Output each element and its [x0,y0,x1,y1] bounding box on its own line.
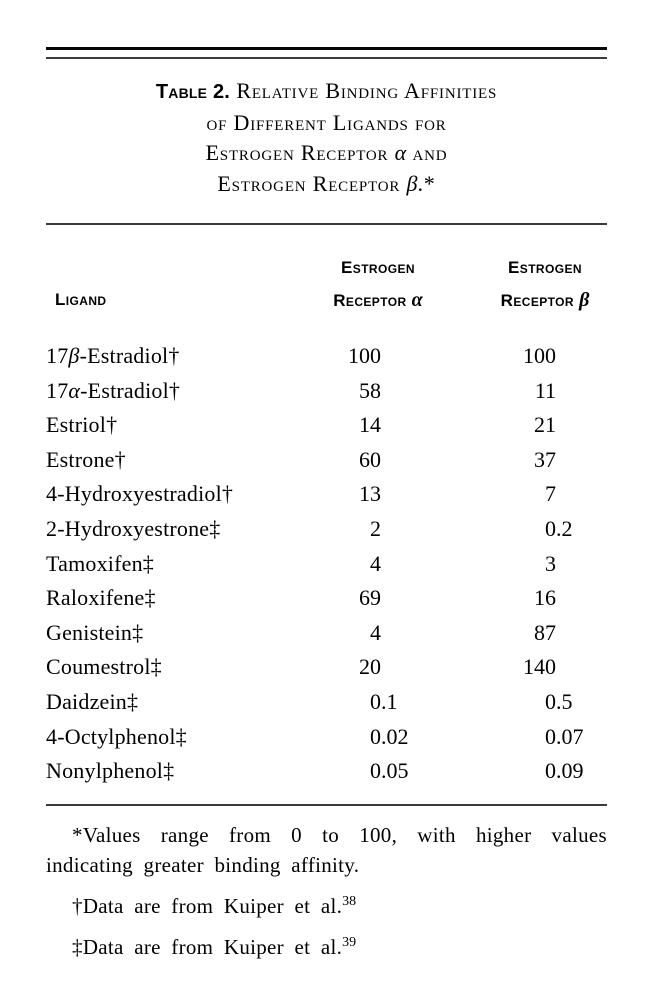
ligand-name: Tamoxifen‡ [46,550,154,576]
er-alpha-value: 0.02 [370,723,409,749]
ligand-column-header: Ligand [55,290,107,309]
er-alpha-value: 4 [370,619,381,645]
table-row [46,616,607,651]
ligand-name: Raloxifene‡ [46,585,156,611]
reference-number: 39 [342,935,357,950]
ligand-name: 17β-Estradiol† [46,343,180,368]
title-line3-post: and [406,140,448,165]
er-beta-value: 0.07 [545,723,584,749]
ligand-name: Daidzein‡ [46,688,139,714]
beta-greek-letter: β [68,343,80,368]
er-alpha-value: 14 [359,412,381,438]
footnote-text: Values range from 0 to 100, with higher values indicating greater binding affinity. [46,823,607,877]
ligand-name: 4-Octylphenol‡ [46,723,187,749]
ligand-name: Estrone† [46,446,126,472]
table-row [46,685,607,720]
er-alpha-value: 4 [370,550,381,576]
beta-greek-letter: β [406,170,418,196]
footnote-marker: * [72,823,83,847]
er-beta-value: 21 [534,412,556,438]
table-title-line4 [46,169,607,200]
alpha-greek-letter: α [411,289,423,311]
er-beta-header-line2: Receptor [500,291,580,310]
table-row [46,581,607,616]
er-beta-value: 87 [534,619,556,645]
er-alpha-value: 0.05 [370,758,409,784]
er-alpha-value: 20 [359,654,381,680]
beta-greek-letter: β [579,289,590,311]
er-alpha-value: 58 [359,377,381,403]
ligand-name: 2-Hydroxyestrone‡ [46,515,221,541]
footnotes [46,820,607,962]
footnote-dagger [46,887,607,921]
table-row [46,650,607,685]
title-line3-text: Estrogen Receptor [205,140,395,165]
footnote-marker: ‡ [72,935,83,959]
ligand-name: 17α-Estradiol† [46,377,181,403]
er-beta-value: 37 [534,446,556,472]
er-alpha-header-line2: Receptor [333,291,412,310]
table-row [46,477,607,512]
ligand-name: Coumestrol‡ [46,654,162,680]
er-beta-header-line1: Estrogen [508,258,582,277]
er-alpha-value: 69 [359,585,381,611]
table-title-line1-rest: Relative Binding Affinities [230,78,498,103]
table-row [46,720,607,755]
table-row [46,408,607,443]
er-beta-value: 11 [534,377,556,403]
er-alpha-header-line1: Estrogen [341,258,415,277]
er-beta-value: 0.2 [545,515,573,541]
er-alpha-value: 100 [348,343,381,368]
title-line4-post: .* [417,170,436,196]
er-alpha-value: 0.1 [370,688,398,714]
ligand-name: Estriol† [46,412,118,438]
er-alpha-value: 2 [370,515,381,541]
er-alpha-value: 13 [359,481,381,507]
table-row [46,374,607,409]
table-number-label: Table 2. [155,81,231,103]
er-beta-value: 0.5 [545,688,573,714]
er-beta-value: 7 [545,481,556,507]
ligand-name: Genistein‡ [46,619,144,645]
table-header [46,254,607,316]
footer-rule [46,804,607,806]
title-line4-text: Estrogen Receptor [217,170,407,196]
footnote-text: Data are from Kuiper et al. [82,894,343,918]
footnote-double-dagger [46,928,607,962]
table-title [46,76,607,199]
ligand-name: 4-Hydroxyestradiol† [46,481,234,507]
er-beta-value: 140 [523,654,556,680]
top-double-rule [46,47,607,59]
table-title-line1 [46,76,607,108]
er-beta-value: 100 [523,343,556,368]
footnote-asterisk [46,820,607,880]
table-row [46,547,607,582]
footnote-marker: † [72,894,83,918]
footnote-text: Data are from Kuiper et al. [82,935,343,959]
table-row [46,443,607,478]
er-beta-value: 3 [545,550,556,576]
ligand-name: Nonylphenol‡ [46,758,175,784]
reference-number: 38 [342,894,357,909]
er-alpha-value: 60 [359,446,381,472]
table-title-line3 [46,138,607,169]
table-row [46,339,607,374]
table-body [46,339,607,789]
alpha-greek-letter: α [68,377,81,403]
er-beta-column-header [435,252,655,317]
alpha-greek-letter: α [394,140,407,165]
er-beta-value: 0.09 [545,758,584,784]
er-beta-value: 16 [534,585,556,611]
table-title-line2: of Different Ligands for [206,109,447,135]
header-rule [46,223,607,225]
table-row [46,512,607,547]
table-row [46,754,607,789]
